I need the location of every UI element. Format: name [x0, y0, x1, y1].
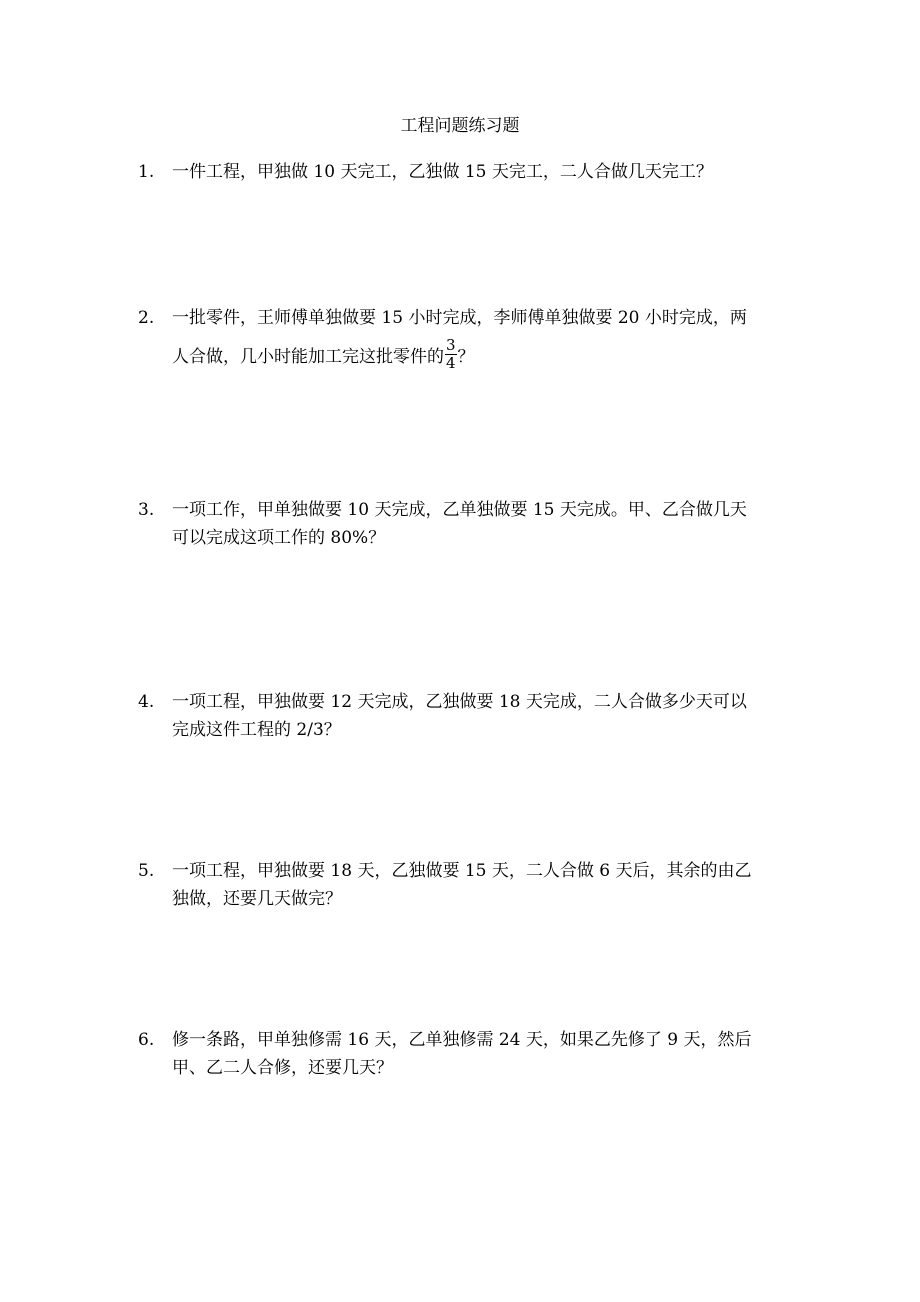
problem-text: [172, 688, 788, 744]
problem-3: [138, 496, 788, 552]
problem-line: 甲、乙二人合修，还要几天？: [172, 1058, 393, 1078]
problem-line: [172, 336, 788, 375]
fraction-numerator: 3: [446, 336, 456, 354]
problem-line: 可以完成这项工作的 80%？: [172, 528, 386, 548]
problem-1: [138, 158, 788, 186]
problem-2: [138, 304, 788, 375]
problem-number: 4.: [138, 692, 155, 712]
problem-line: 一项工程，甲独做要 12 天完成，乙独做要 18 天完成，二人合做多少天可以: [172, 692, 747, 712]
problem-number: 5.: [138, 861, 155, 881]
problem-number: 6.: [138, 1030, 155, 1050]
problem-4: [138, 688, 788, 744]
problem-text: [172, 304, 788, 375]
problem-line: 独做，还要几天做完？: [172, 889, 342, 909]
fraction: [445, 337, 457, 372]
problem-line: 修一条路，甲单独修需 16 天，乙单独修需 24 天，如果乙先修了 9 天，然后: [172, 1030, 752, 1050]
problem-number: 1.: [138, 162, 155, 182]
problem-number: 2.: [138, 308, 155, 328]
problem-line: 完成这件工程的 2/3？: [172, 720, 341, 740]
problem-6: [138, 1026, 788, 1082]
problem-5: [138, 857, 788, 913]
problem-line: 一件工程，甲独做 10 天完工，乙独做 15 天完工，二人合做几天完工？: [172, 162, 713, 182]
problem-line: 一项工程，甲独做要 18 天，乙独做要 15 天，二人合做 6 天后，其余的由乙: [172, 861, 752, 881]
problem-text: [172, 158, 788, 186]
problem-line-text: ？: [457, 347, 475, 367]
problem-line: 一项工作，甲单独做要 10 天完成，乙单独做要 15 天完成。甲、乙合做几天: [172, 500, 747, 520]
problem-number: 3.: [138, 500, 155, 520]
fraction-denominator: 4: [446, 354, 456, 372]
problem-text: [172, 1026, 788, 1082]
problem-text: [172, 496, 788, 552]
page-title: 工程问题练习题: [400, 116, 520, 136]
problem-line: 一批零件，王师傅单独做要 15 小时完成，李师傅单独做要 20 小时完成，两: [172, 308, 747, 328]
problem-line-text: 人合做，几小时能加工完这批零件的: [172, 347, 444, 367]
problem-text: [172, 857, 788, 913]
